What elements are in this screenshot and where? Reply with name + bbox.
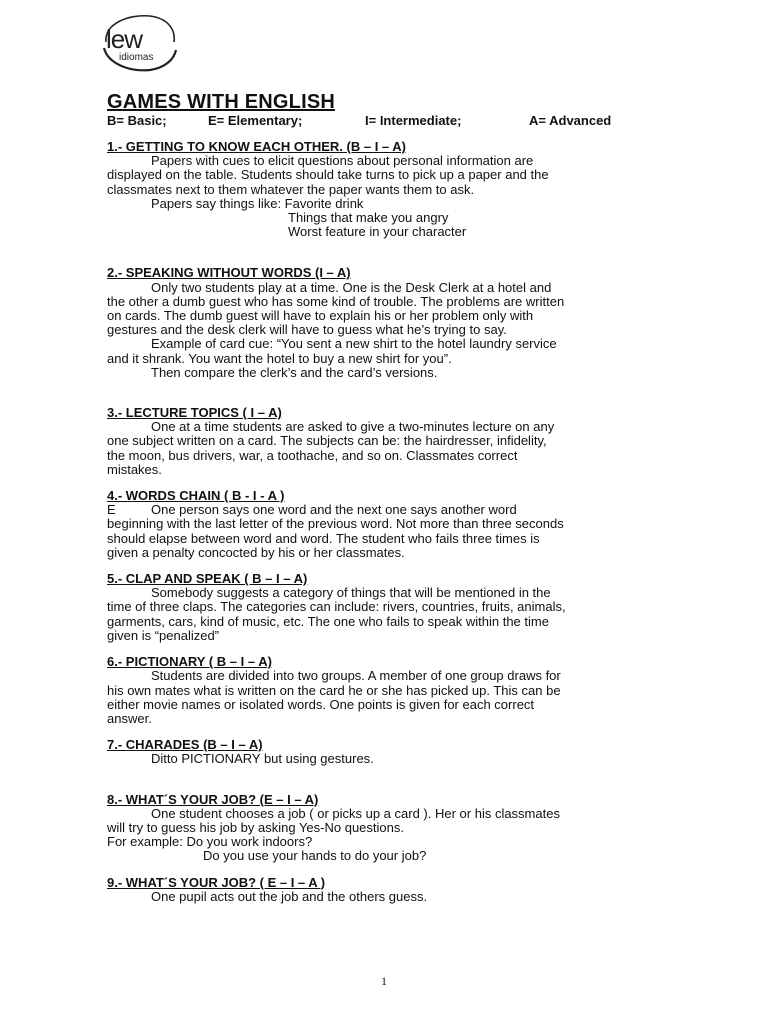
games-list — [107, 140, 642, 904]
level-intermediate: I= Intermediate; — [365, 113, 462, 128]
section-line-text: One person says one word and the next one says another word — [151, 502, 517, 518]
section-line: either movie names or isolated words. One points is given for each correct — [107, 696, 535, 712]
game-section-5 — [107, 572, 642, 643]
section-line: Papers say things like: Favorite drink — [151, 195, 364, 211]
section-line: Worst feature in your character — [288, 224, 467, 240]
section-line: answer. — [107, 710, 152, 726]
section-line: should elapse between word and word. The student who fails three times is — [107, 530, 540, 546]
logo-text-lew: lew — [106, 24, 143, 54]
level-basic: B= Basic; — [107, 113, 167, 128]
section-line: Ditto PICTIONARY but using gestures. — [151, 751, 374, 767]
game-section-6 — [107, 655, 642, 726]
section-line: Students are divided into two groups. A member of one group draws for — [151, 668, 561, 684]
section-line: classmates next to them whatever the paper wants them to ask. — [107, 181, 475, 197]
section-heading: 9.- WHAT´S YOUR JOB? ( E – I – A ) — [107, 874, 326, 890]
section-line: beginning with the last letter of the previous word. Not more than three seconds — [107, 516, 564, 532]
game-section-7 — [107, 738, 642, 766]
section-heading: 2.- SPEAKING WITHOUT WORDS (I – A) — [107, 265, 351, 281]
section-line: Things that make you angry — [288, 210, 449, 226]
section-line: time of three claps. The categories can include: rivers, countries, fruits, animals, — [107, 599, 566, 615]
game-section-1 — [107, 140, 642, 239]
section-heading: 4.- WORDS CHAIN ( B - I - A ) — [107, 488, 285, 504]
section-line: Somebody suggests a category of things that will be mentioned in the — [151, 585, 551, 601]
section-line: the other a dumb guest who has some kind of trouble. The problems are written — [107, 293, 565, 309]
game-section-4 — [107, 489, 642, 560]
lew-idiomas-logo — [100, 12, 180, 74]
section-line: his own mates what is written on the card he or she has picked up. This can be — [107, 682, 561, 698]
section-line: One pupil acts out the job and the others guess. — [151, 888, 428, 904]
section-line: given a penalty concocted by his or her classmates. — [107, 544, 405, 560]
section-line: and it shrank. You want the hotel to buy a new shirt for you”. — [107, 350, 452, 366]
page-number: 1 — [381, 974, 387, 988]
section-line: displayed on the table. Students should take turns to pick up a paper and the — [107, 167, 549, 183]
section-line: gestures and the desk clerk will have to guess what he’s trying to say. — [107, 322, 507, 338]
section-line: Papers with cues to elicit questions about personal information are — [151, 153, 534, 169]
section-line: One at a time students are asked to give a two-minutes lecture on any — [151, 419, 555, 435]
section-line: will try to guess his job by asking Yes-No questions. — [107, 819, 404, 835]
section-line: Only two students play at a time. One is the Desk Clerk at a hotel and — [151, 279, 552, 295]
section-line: mistakes. — [107, 461, 162, 477]
level-elementary: E= Elementary; — [208, 113, 303, 128]
level-legend — [107, 113, 637, 129]
section-heading: 8.- WHAT´S YOUR JOB? (E – I – A) — [107, 791, 319, 807]
section-heading: 5.- CLAP AND SPEAK ( B – I – A) — [107, 571, 308, 587]
section-line: garments, cars, kind of music, etc. The one who fails to speak within the time — [107, 613, 549, 629]
section-heading: 6.- PICTIONARY ( B – I – A) — [107, 654, 272, 670]
section-line: given is “penalized” — [107, 627, 220, 643]
page-title: GAMES WITH ENGLISH — [107, 91, 336, 113]
section-line: Do you use your hands to do your job? — [203, 848, 427, 864]
section-line: on cards. The dumb guest will have to explain his or her problem only with — [107, 308, 534, 324]
section-heading: 3.- LECTURE TOPICS ( I – A) — [107, 405, 282, 421]
logo-text-idiomas: idiomas — [119, 52, 154, 63]
game-section-8 — [107, 793, 642, 864]
section-line: one subject written on a card. The subjects can be: the hairdresser, infidelity, — [107, 433, 547, 449]
game-section-2 — [107, 266, 642, 380]
section-heading: 1.- GETTING TO KNOW EACH OTHER. (B – I – A) — [107, 139, 407, 154]
section-lead-letter: E — [107, 502, 116, 518]
level-advanced: A= Advanced — [529, 113, 612, 128]
section-line: the moon, bus drivers, war, a toothache, and so on. Classmates correct — [107, 447, 518, 463]
section-line: Then compare the clerk’s and the card’s versions. — [151, 364, 438, 380]
game-section-3 — [107, 406, 642, 477]
game-section-9 — [107, 876, 642, 904]
section-line: One student chooses a job ( or picks up a card ). Her or his classmates — [151, 805, 560, 821]
section-line: Example of card cue: “You sent a new shirt to the hotel laundry service — [151, 336, 557, 352]
section-line — [107, 503, 642, 517]
section-heading: 7.- CHARADES (B – I – A) — [107, 737, 263, 753]
section-line: For example: Do you work indoors? — [107, 834, 313, 850]
